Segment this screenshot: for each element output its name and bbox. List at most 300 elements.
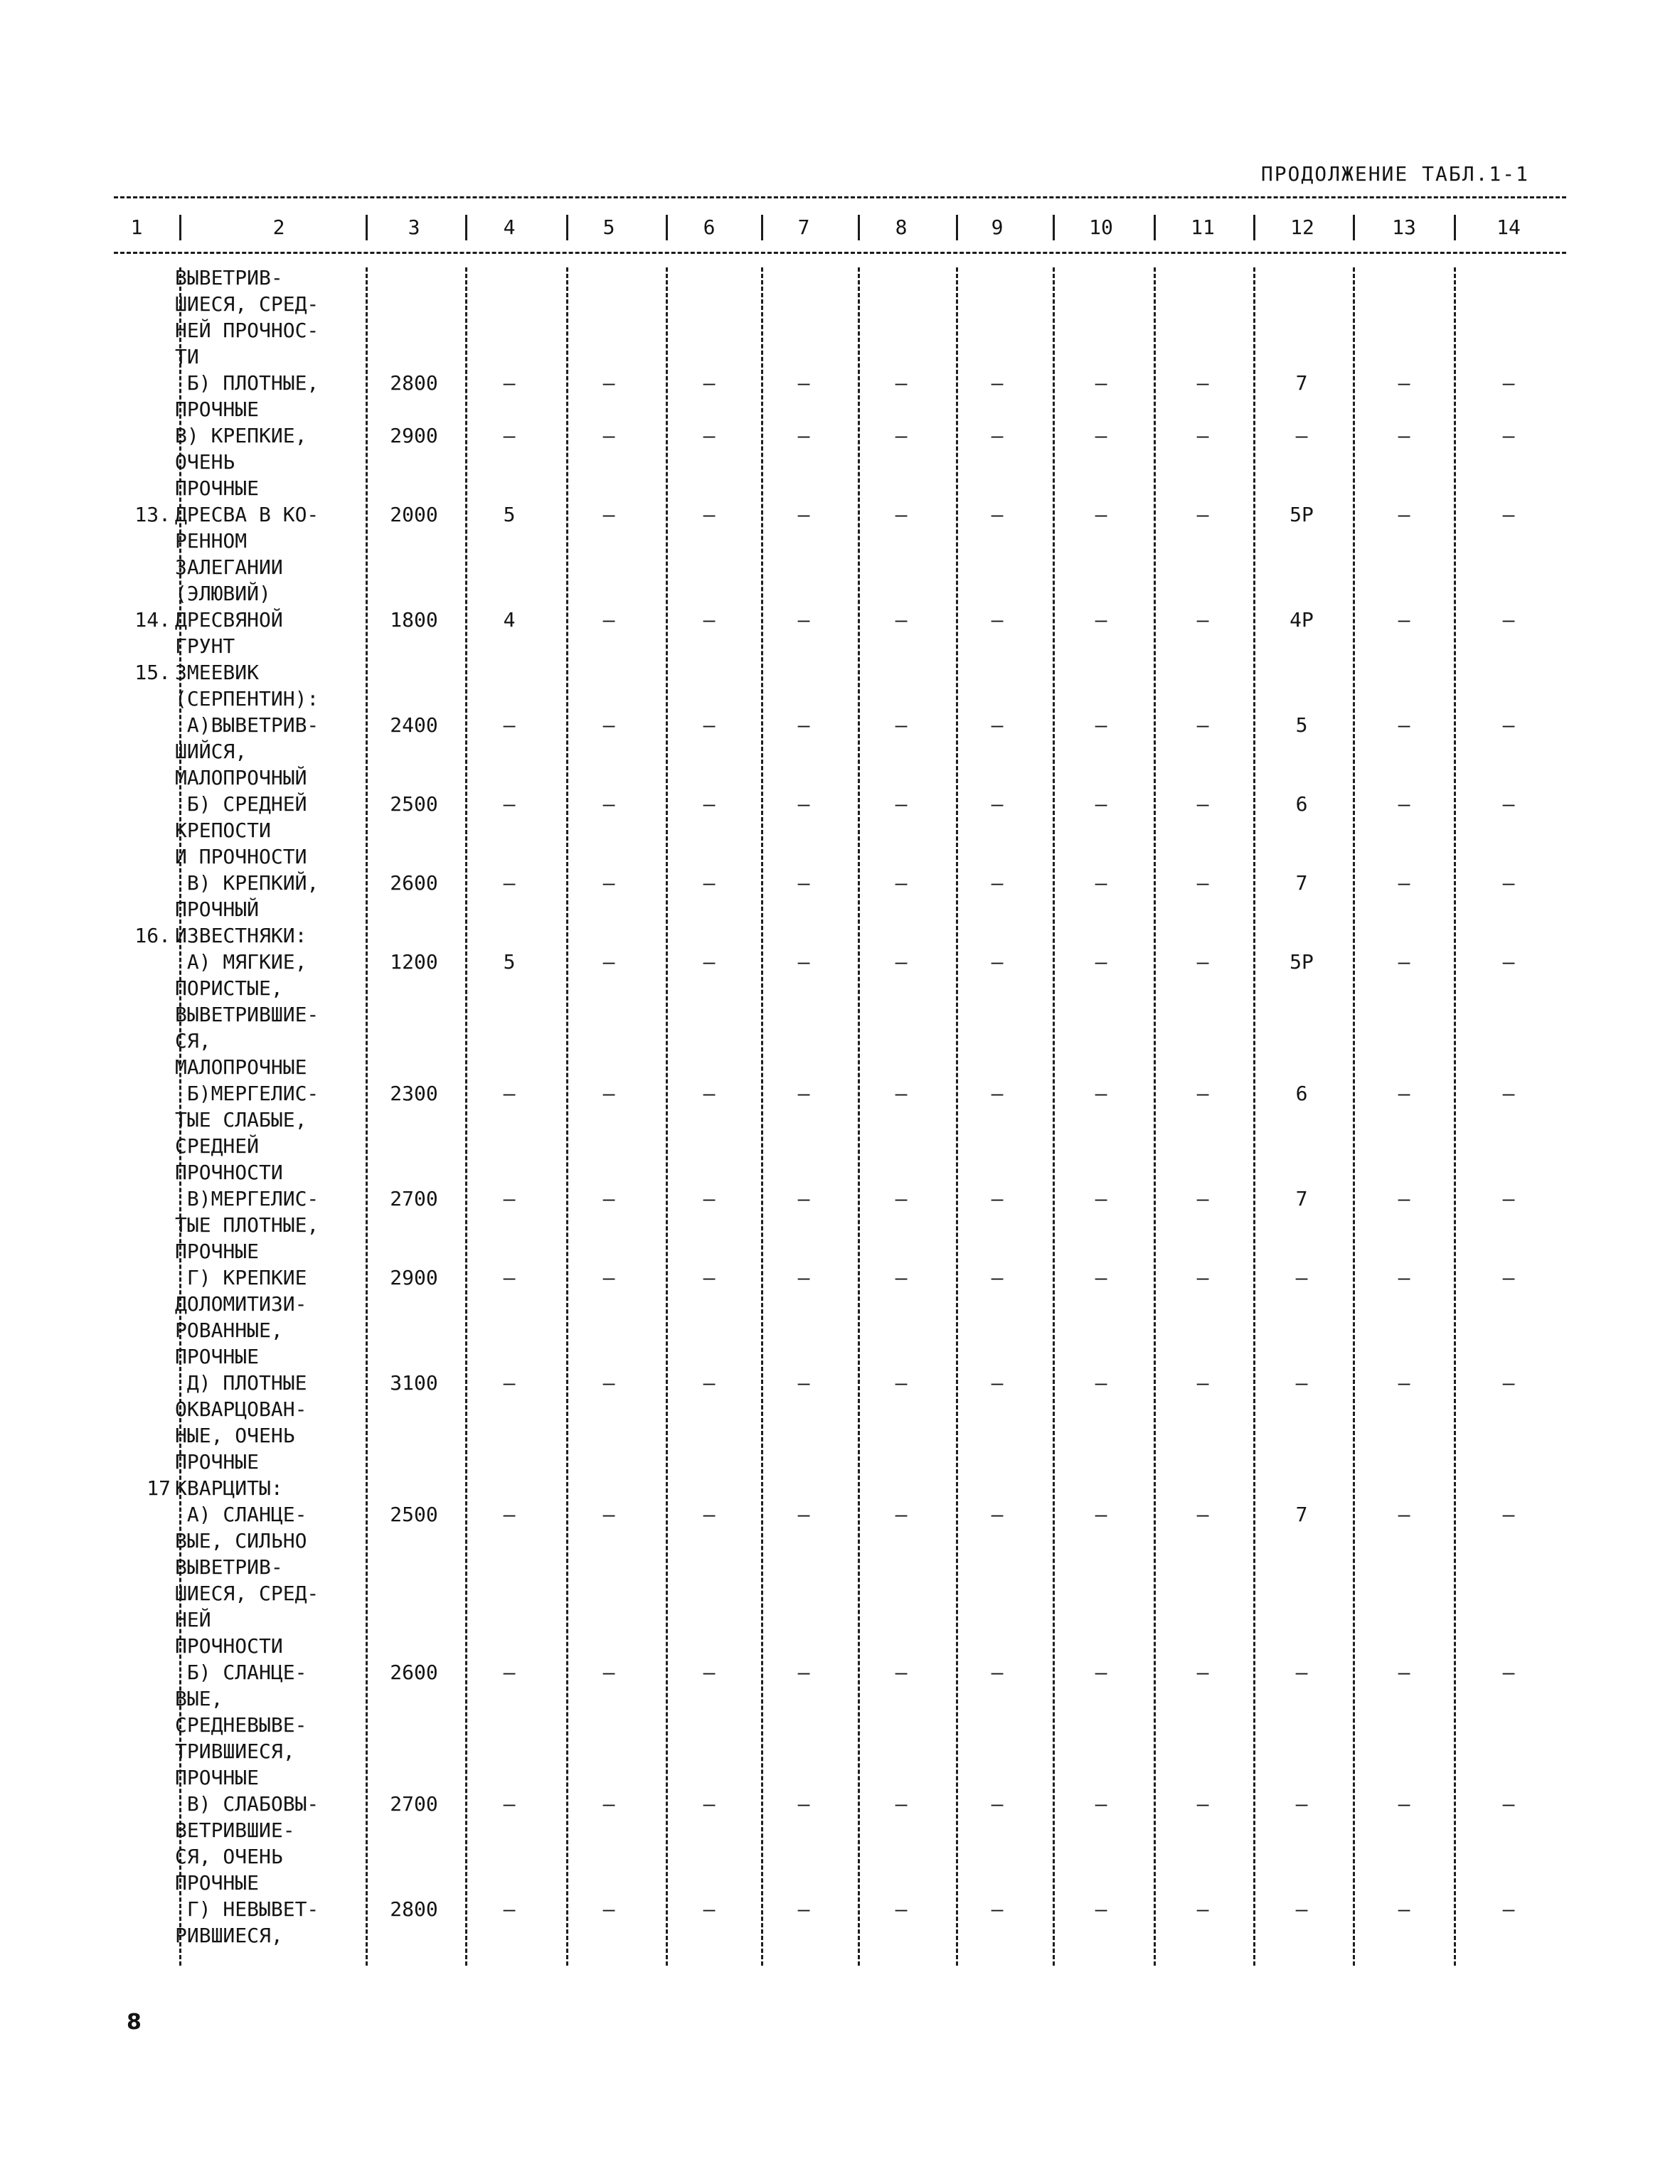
value-col-6: – bbox=[703, 1792, 716, 1816]
rock-name-line: Г) НЕВЫВЕТ- bbox=[175, 1897, 319, 1921]
value-col-4: 5 bbox=[503, 503, 516, 526]
page-header: ПРОДОЛЖЕНИЕ ТАБЛ.1-1 bbox=[1260, 162, 1529, 186]
rock-name-line: ПРОЧНЫЕ bbox=[175, 398, 260, 421]
header-separator bbox=[858, 215, 860, 240]
rock-name-line: МАЛОПРОЧНЫЕ bbox=[175, 1055, 307, 1079]
rock-name-line: КВАРЦИТЫ: bbox=[175, 1476, 283, 1500]
value-col-8: – bbox=[895, 1897, 908, 1921]
value-col-10: – bbox=[1095, 1503, 1107, 1526]
value-col-6: – bbox=[703, 371, 716, 395]
column-number-11: 11 bbox=[1191, 215, 1215, 239]
value-col-3: 3100 bbox=[390, 1371, 438, 1395]
value-col-8: – bbox=[895, 950, 908, 974]
value-col-12: 6 bbox=[1295, 1082, 1308, 1105]
value-col-8: – bbox=[895, 871, 908, 895]
rock-name-line: ЗМЕЕВИК bbox=[175, 661, 260, 684]
column-number-2: 2 bbox=[272, 215, 285, 239]
column-number-8: 8 bbox=[895, 215, 908, 239]
value-col-9: – bbox=[991, 713, 1004, 737]
value-col-8: – bbox=[895, 1371, 908, 1395]
rock-name-line: ИЗВЕСТНЯКИ: bbox=[175, 924, 307, 947]
value-col-3: 2500 bbox=[390, 792, 438, 816]
rock-name-line: В) КРЕПКИЙ, bbox=[175, 871, 319, 895]
value-col-6: – bbox=[703, 871, 716, 895]
rock-name-line: ВЫВЕТРИВ- bbox=[175, 1555, 283, 1579]
value-col-9: – bbox=[991, 1082, 1004, 1105]
column-number-9: 9 bbox=[991, 215, 1004, 239]
value-col-7: – bbox=[797, 1371, 810, 1395]
value-col-5: – bbox=[602, 1661, 615, 1684]
value-col-9: – bbox=[991, 1897, 1004, 1921]
value-col-4: 5 bbox=[503, 950, 516, 974]
value-col-8: – bbox=[895, 1082, 908, 1105]
rock-name-line: ТЫЕ СЛАБЫЕ, bbox=[175, 1108, 307, 1131]
column-number-3: 3 bbox=[408, 215, 420, 239]
value-col-11: – bbox=[1196, 1371, 1209, 1395]
rock-name-line: ЗАЛЕГАНИИ bbox=[175, 555, 283, 579]
value-col-4: – bbox=[503, 871, 516, 895]
value-col-10: – bbox=[1095, 871, 1107, 895]
value-col-8: – bbox=[895, 503, 908, 526]
header-separator bbox=[1454, 215, 1456, 240]
value-col-8: – bbox=[895, 713, 908, 737]
rock-name-line: ШИЙСЯ, bbox=[175, 740, 248, 763]
value-col-7: – bbox=[797, 1503, 810, 1526]
rock-name-line: ПРОЧНОСТИ bbox=[175, 1634, 283, 1658]
column-separator bbox=[1154, 267, 1156, 1966]
value-col-9: – bbox=[991, 1661, 1004, 1684]
rock-name-line: СРЕДНЕВЫВЕ- bbox=[175, 1713, 307, 1737]
rock-name-line: ТРИВШИЕСЯ, bbox=[175, 1740, 295, 1763]
rock-name-line: И ПРОЧНОСТИ bbox=[175, 845, 307, 868]
value-col-8: – bbox=[895, 792, 908, 816]
row-number: 15. bbox=[134, 661, 171, 684]
value-col-6: – bbox=[703, 792, 716, 816]
rock-name-line: НЕЙ ПРОЧНОС- bbox=[175, 319, 319, 342]
value-col-9: – bbox=[991, 1371, 1004, 1395]
value-col-11: – bbox=[1196, 713, 1209, 737]
value-col-8: – bbox=[895, 1503, 908, 1526]
rock-name-line: Б)МЕРГЕЛИС- bbox=[175, 1082, 319, 1105]
header-separator bbox=[761, 215, 763, 240]
value-col-8: – bbox=[895, 371, 908, 395]
rock-name-line: НЫЕ, ОЧЕНЬ bbox=[175, 1424, 295, 1447]
value-col-3: 1800 bbox=[390, 608, 438, 632]
value-col-5: – bbox=[602, 1503, 615, 1526]
value-col-10: – bbox=[1095, 503, 1107, 526]
value-col-12: 6 bbox=[1295, 792, 1308, 816]
value-col-13: – bbox=[1398, 950, 1410, 974]
value-col-14: – bbox=[1502, 371, 1515, 395]
rock-name-line: ДОЛОМИТИЗИ- bbox=[175, 1292, 307, 1316]
row-number: 13. bbox=[134, 503, 171, 526]
rock-name-line: А)ВЫВЕТРИВ- bbox=[175, 713, 319, 737]
value-col-13: – bbox=[1398, 503, 1410, 526]
value-col-3: 2500 bbox=[390, 1503, 438, 1526]
value-col-3: 2800 bbox=[390, 371, 438, 395]
value-col-11: – bbox=[1196, 1266, 1209, 1289]
rock-name-line: А) МЯГКИЕ, bbox=[175, 950, 307, 974]
value-col-9: – bbox=[991, 608, 1004, 632]
column-number-5: 5 bbox=[602, 215, 615, 239]
rock-name-line: РИВШИЕСЯ, bbox=[175, 1924, 283, 1947]
value-col-14: – bbox=[1502, 1266, 1515, 1289]
column-separator bbox=[1053, 267, 1055, 1966]
value-col-7: – bbox=[797, 1082, 810, 1105]
value-col-5: – bbox=[602, 1792, 615, 1816]
value-col-12: – bbox=[1295, 1897, 1308, 1921]
value-col-11: – bbox=[1196, 1082, 1209, 1105]
rock-name-line: ПРОЧНЫЕ bbox=[175, 476, 260, 500]
value-col-11: – bbox=[1196, 608, 1209, 632]
rock-name-line: ПРОЧНЫЕ bbox=[175, 1450, 260, 1474]
value-col-9: – bbox=[991, 1266, 1004, 1289]
value-col-8: – bbox=[895, 1266, 908, 1289]
value-col-14: – bbox=[1502, 1371, 1515, 1395]
value-col-12: 5Р bbox=[1290, 503, 1314, 526]
value-col-5: – bbox=[602, 503, 615, 526]
value-col-14: – bbox=[1502, 1792, 1515, 1816]
rock-name-line: ВЫВЕТРИВ- bbox=[175, 266, 283, 289]
value-col-7: – bbox=[797, 608, 810, 632]
row-number: 17 bbox=[147, 1476, 171, 1500]
value-col-4: – bbox=[503, 1082, 516, 1105]
column-separator bbox=[1454, 267, 1456, 1966]
value-col-6: – bbox=[703, 424, 716, 447]
value-col-3: 2600 bbox=[390, 871, 438, 895]
value-col-5: – bbox=[602, 1897, 615, 1921]
rock-name-line: ПРОЧНОСТИ bbox=[175, 1161, 283, 1184]
value-col-9: – bbox=[991, 424, 1004, 447]
value-col-7: – bbox=[797, 713, 810, 737]
value-col-11: – bbox=[1196, 503, 1209, 526]
value-col-11: – bbox=[1196, 371, 1209, 395]
value-col-4: – bbox=[503, 1187, 516, 1210]
value-col-3: 2800 bbox=[390, 1897, 438, 1921]
value-col-4: – bbox=[503, 371, 516, 395]
value-col-8: – bbox=[895, 424, 908, 447]
value-col-6: – bbox=[703, 1266, 716, 1289]
rock-name-line: ПРОЧНЫЙ bbox=[175, 897, 260, 921]
column-number-1: 1 bbox=[130, 215, 143, 239]
value-col-7: – bbox=[797, 792, 810, 816]
column-separator bbox=[1253, 267, 1255, 1966]
value-col-10: – bbox=[1095, 1792, 1107, 1816]
value-col-3: 2400 bbox=[390, 713, 438, 737]
value-col-9: – bbox=[991, 1792, 1004, 1816]
rock-name-line: Б) СРЕДНЕЙ bbox=[175, 792, 307, 816]
value-col-7: – bbox=[797, 1187, 810, 1210]
value-col-13: – bbox=[1398, 1897, 1410, 1921]
rock-name-line: НЕЙ bbox=[175, 1608, 211, 1631]
value-col-11: – bbox=[1196, 1897, 1209, 1921]
value-col-8: – bbox=[895, 1792, 908, 1816]
column-number-7: 7 bbox=[797, 215, 810, 239]
value-col-10: – bbox=[1095, 424, 1107, 447]
value-col-4: – bbox=[503, 1503, 516, 1526]
rock-name-line: Б) СЛАНЦЕ- bbox=[175, 1661, 307, 1684]
rock-name-line: (СЕРПЕНТИН): bbox=[175, 687, 319, 710]
value-col-7: – bbox=[797, 1661, 810, 1684]
column-number-row bbox=[0, 211, 1680, 245]
value-col-13: – bbox=[1398, 1503, 1410, 1526]
value-col-7: – bbox=[797, 371, 810, 395]
value-col-5: – bbox=[602, 871, 615, 895]
table-header-rule bbox=[114, 252, 1566, 254]
value-col-12: 4Р bbox=[1290, 608, 1314, 632]
column-number-10: 10 bbox=[1089, 215, 1113, 239]
value-col-7: – bbox=[797, 1897, 810, 1921]
value-col-10: – bbox=[1095, 792, 1107, 816]
value-col-5: – bbox=[602, 1187, 615, 1210]
header-separator bbox=[179, 215, 181, 240]
column-separator bbox=[956, 267, 958, 1966]
value-col-7: – bbox=[797, 1792, 810, 1816]
value-col-4: – bbox=[503, 1897, 516, 1921]
header-separator bbox=[1154, 215, 1156, 240]
rock-name-line: СЯ, bbox=[175, 1029, 211, 1053]
value-col-13: – bbox=[1398, 424, 1410, 447]
value-col-12: 7 bbox=[1295, 871, 1308, 895]
rock-name-line: Д) ПЛОТНЫЕ bbox=[175, 1371, 307, 1395]
value-col-11: – bbox=[1196, 424, 1209, 447]
header-separator bbox=[465, 215, 467, 240]
value-col-3: 2700 bbox=[390, 1187, 438, 1210]
header-separator bbox=[666, 215, 668, 240]
value-col-12: – bbox=[1295, 1792, 1308, 1816]
rock-name-line: ПРОЧНЫЕ bbox=[175, 1240, 260, 1263]
value-col-9: – bbox=[991, 1187, 1004, 1210]
value-col-9: – bbox=[991, 871, 1004, 895]
value-col-10: – bbox=[1095, 1897, 1107, 1921]
value-col-10: – bbox=[1095, 1661, 1107, 1684]
value-col-14: – bbox=[1502, 871, 1515, 895]
column-number-6: 6 bbox=[703, 215, 716, 239]
value-col-14: – bbox=[1502, 1897, 1515, 1921]
value-col-12: – bbox=[1295, 1266, 1308, 1289]
rock-name-line: РОВАННЫЕ, bbox=[175, 1319, 283, 1342]
column-separator bbox=[566, 267, 568, 1966]
value-col-6: – bbox=[703, 608, 716, 632]
value-col-10: – bbox=[1095, 371, 1107, 395]
value-col-3: 2600 bbox=[390, 1661, 438, 1684]
value-col-13: – bbox=[1398, 1266, 1410, 1289]
table-body bbox=[0, 265, 1680, 1971]
value-col-6: – bbox=[703, 503, 716, 526]
column-number-4: 4 bbox=[503, 215, 516, 239]
rock-name-line: Б) ПЛОТНЫЕ, bbox=[175, 371, 319, 395]
value-col-10: – bbox=[1095, 1187, 1107, 1210]
value-col-9: – bbox=[991, 1503, 1004, 1526]
rock-name-line: ТЫЕ ПЛОТНЫЕ, bbox=[175, 1213, 319, 1237]
value-col-9: – bbox=[991, 371, 1004, 395]
row-number: 16. bbox=[134, 924, 171, 947]
header-separator bbox=[956, 215, 958, 240]
rock-name-line: ПРОЧНЫЕ bbox=[175, 1766, 260, 1789]
column-number-13: 13 bbox=[1392, 215, 1416, 239]
value-col-6: – bbox=[703, 1897, 716, 1921]
rock-name-line: ШИЕСЯ, СРЕД- bbox=[175, 1582, 319, 1605]
column-separator bbox=[761, 267, 763, 1966]
value-col-10: – bbox=[1095, 1371, 1107, 1395]
rock-name-line: Г) КРЕПКИЕ bbox=[175, 1266, 307, 1289]
value-col-5: – bbox=[602, 608, 615, 632]
value-col-7: – bbox=[797, 1266, 810, 1289]
value-col-13: – bbox=[1398, 608, 1410, 632]
table-top-rule bbox=[114, 196, 1566, 198]
rock-name-line: ТИ bbox=[175, 345, 199, 368]
value-col-5: – bbox=[602, 1266, 615, 1289]
value-col-13: – bbox=[1398, 1661, 1410, 1684]
value-col-14: – bbox=[1502, 424, 1515, 447]
value-col-11: – bbox=[1196, 1661, 1209, 1684]
rock-name-line: ДРЕСВА В КО- bbox=[175, 503, 319, 526]
value-col-3: 2900 bbox=[390, 1266, 438, 1289]
value-col-6: – bbox=[703, 713, 716, 737]
column-separator bbox=[858, 267, 860, 1966]
value-col-11: – bbox=[1196, 1187, 1209, 1210]
value-col-12: 5Р bbox=[1290, 950, 1314, 974]
column-number-12: 12 bbox=[1290, 215, 1314, 239]
value-col-4: – bbox=[503, 1266, 516, 1289]
column-separator bbox=[666, 267, 668, 1966]
value-col-6: – bbox=[703, 1082, 716, 1105]
header-separator bbox=[1253, 215, 1255, 240]
value-col-6: – bbox=[703, 1187, 716, 1210]
rock-name-line: ГРУНТ bbox=[175, 634, 235, 658]
value-col-13: – bbox=[1398, 792, 1410, 816]
header-separator bbox=[1353, 215, 1355, 240]
value-col-11: – bbox=[1196, 792, 1209, 816]
value-col-13: – bbox=[1398, 871, 1410, 895]
value-col-14: – bbox=[1502, 608, 1515, 632]
rock-name-line: ОКВАРЦОВАН- bbox=[175, 1397, 307, 1421]
value-col-8: – bbox=[895, 608, 908, 632]
value-col-13: – bbox=[1398, 1082, 1410, 1105]
value-col-12: – bbox=[1295, 424, 1308, 447]
value-col-3: 1200 bbox=[390, 950, 438, 974]
value-col-4: – bbox=[503, 713, 516, 737]
rock-name-line: ВЫВЕТРИВШИЕ- bbox=[175, 1003, 319, 1026]
rock-name-line: СЯ, ОЧЕНЬ bbox=[175, 1845, 283, 1868]
page-number: 8 bbox=[127, 2010, 142, 2035]
value-col-5: – bbox=[602, 1371, 615, 1395]
column-separator bbox=[1353, 267, 1355, 1966]
rock-name-line: МАЛОПРОЧНЫЙ bbox=[175, 766, 307, 789]
value-col-8: – bbox=[895, 1187, 908, 1210]
value-col-11: – bbox=[1196, 1503, 1209, 1526]
value-col-4: – bbox=[503, 1661, 516, 1684]
value-col-10: – bbox=[1095, 608, 1107, 632]
rock-name-line: ПОРИСТЫЕ, bbox=[175, 976, 283, 1000]
value-col-13: – bbox=[1398, 713, 1410, 737]
value-col-5: – bbox=[602, 371, 615, 395]
rock-name-line: В) СЛАБОВЫ- bbox=[175, 1792, 319, 1816]
rock-name-line: В) КРЕПКИЕ, bbox=[175, 424, 307, 447]
value-col-11: – bbox=[1196, 1792, 1209, 1816]
rock-name-line: ДРЕСВЯНОЙ bbox=[175, 608, 283, 632]
value-col-6: – bbox=[703, 1371, 716, 1395]
value-col-13: – bbox=[1398, 1187, 1410, 1210]
value-col-12: 7 bbox=[1295, 1503, 1308, 1526]
value-col-6: – bbox=[703, 1503, 716, 1526]
value-col-7: – bbox=[797, 950, 810, 974]
value-col-9: – bbox=[991, 950, 1004, 974]
header-separator bbox=[366, 215, 368, 240]
value-col-4: – bbox=[503, 1371, 516, 1395]
rock-name-line: ВЫЕ, СИЛЬНО bbox=[175, 1529, 307, 1552]
value-col-5: – bbox=[602, 713, 615, 737]
value-col-4: – bbox=[503, 1792, 516, 1816]
value-col-7: – bbox=[797, 424, 810, 447]
column-number-14: 14 bbox=[1496, 215, 1521, 239]
value-col-10: – bbox=[1095, 1266, 1107, 1289]
value-col-6: – bbox=[703, 950, 716, 974]
rock-name-line: А) СЛАНЦЕ- bbox=[175, 1503, 307, 1526]
value-col-14: – bbox=[1502, 792, 1515, 816]
value-col-5: – bbox=[602, 1082, 615, 1105]
value-col-7: – bbox=[797, 503, 810, 526]
value-col-3: 2300 bbox=[390, 1082, 438, 1105]
value-col-12: 7 bbox=[1295, 1187, 1308, 1210]
value-col-12: 7 bbox=[1295, 371, 1308, 395]
rock-name-line: РЕННОМ bbox=[175, 529, 248, 553]
value-col-13: – bbox=[1398, 1371, 1410, 1395]
header-separator bbox=[566, 215, 568, 240]
value-col-9: – bbox=[991, 503, 1004, 526]
value-col-8: – bbox=[895, 1661, 908, 1684]
value-col-3: 2000 bbox=[390, 503, 438, 526]
value-col-9: – bbox=[991, 792, 1004, 816]
value-col-11: – bbox=[1196, 871, 1209, 895]
value-col-10: – bbox=[1095, 950, 1107, 974]
value-col-12: 5 bbox=[1295, 713, 1308, 737]
value-col-14: – bbox=[1502, 1082, 1515, 1105]
value-col-14: – bbox=[1502, 503, 1515, 526]
rock-name-line: (ЭЛЮВИЙ) bbox=[175, 582, 271, 605]
value-col-13: – bbox=[1398, 1792, 1410, 1816]
value-col-5: – bbox=[602, 424, 615, 447]
value-col-4: – bbox=[503, 792, 516, 816]
value-col-11: – bbox=[1196, 950, 1209, 974]
rock-name-line: ВЕТРИВШИЕ- bbox=[175, 1818, 295, 1842]
column-separator bbox=[465, 267, 467, 1966]
rock-name-line: КРЕПОСТИ bbox=[175, 819, 271, 842]
value-col-14: – bbox=[1502, 950, 1515, 974]
value-col-14: – bbox=[1502, 1661, 1515, 1684]
row-number: 14. bbox=[134, 608, 171, 632]
value-col-12: – bbox=[1295, 1661, 1308, 1684]
value-col-13: – bbox=[1398, 371, 1410, 395]
rock-name-line: ПРОЧНЫЕ bbox=[175, 1345, 260, 1368]
rock-name-line: СРЕДНЕЙ bbox=[175, 1134, 260, 1158]
value-col-6: – bbox=[703, 1661, 716, 1684]
value-col-5: – bbox=[602, 950, 615, 974]
value-col-3: 2700 bbox=[390, 1792, 438, 1816]
header-separator bbox=[1053, 215, 1055, 240]
rock-name-line: В)МЕРГЕЛИС- bbox=[175, 1187, 319, 1210]
rock-name-line: ОЧЕНЬ bbox=[175, 450, 235, 474]
value-col-5: – bbox=[602, 792, 615, 816]
rock-name-line: ВЫЕ, bbox=[175, 1687, 223, 1710]
value-col-10: – bbox=[1095, 1082, 1107, 1105]
value-col-14: – bbox=[1502, 713, 1515, 737]
rock-name-line: ШИЕСЯ, СРЕД- bbox=[175, 292, 319, 316]
value-col-4: – bbox=[503, 424, 516, 447]
value-col-4: 4 bbox=[503, 608, 516, 632]
rock-name-line: ПРОЧНЫЕ bbox=[175, 1871, 260, 1895]
value-col-7: – bbox=[797, 871, 810, 895]
